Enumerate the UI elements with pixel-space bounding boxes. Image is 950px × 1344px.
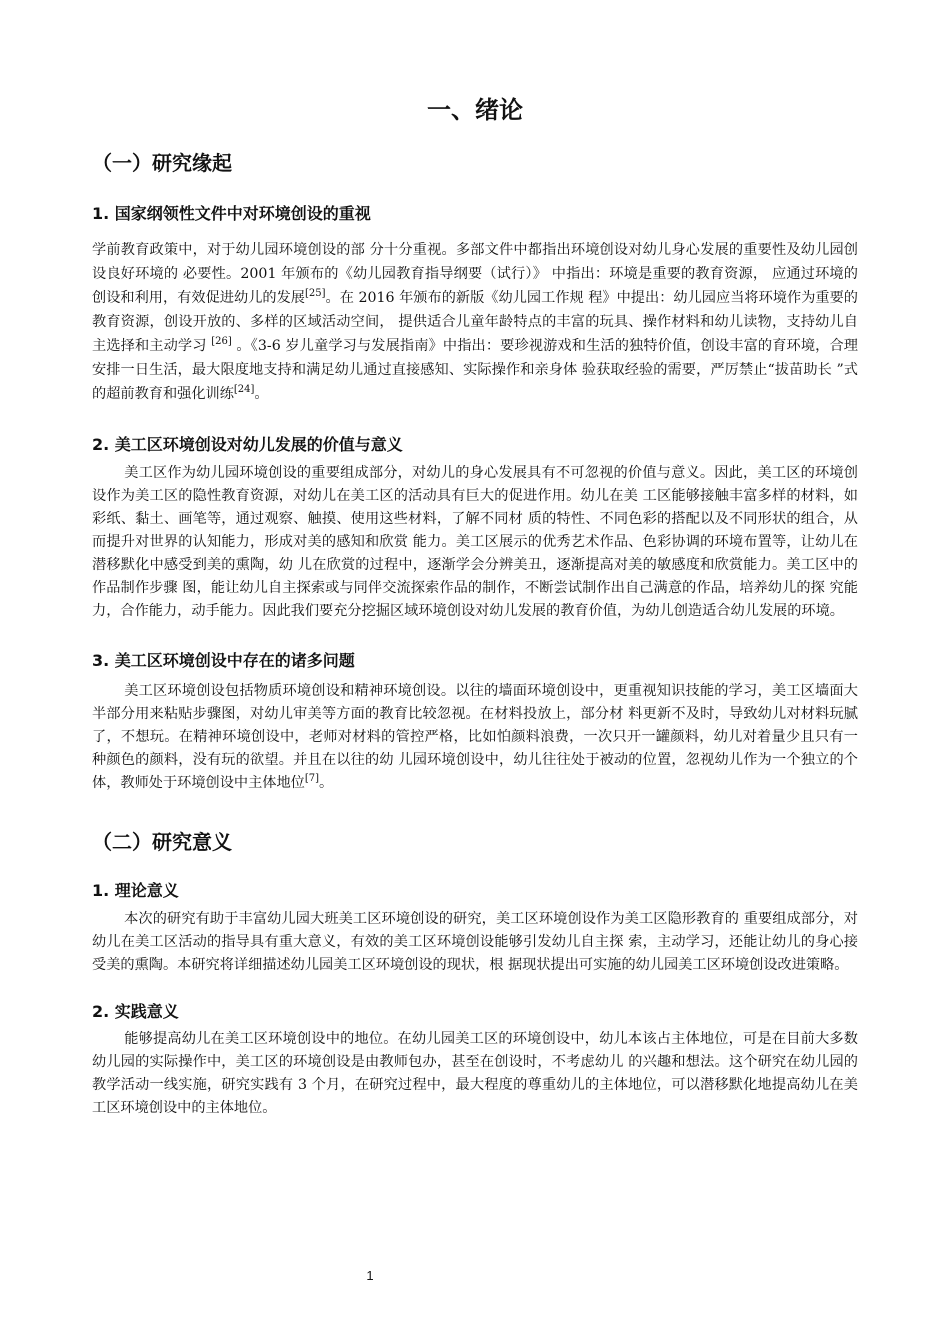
citation: [7]: [304, 773, 319, 784]
paragraph-art-value: [92, 462, 858, 623]
paragraph-text: 。: [254, 386, 269, 402]
paragraph-text: 。在 2016 年颁布的新版《幼儿园工作规 程》中提出：幼儿园应当将环境作为重要的教育资源，创设开放的、多样的区域活动空间， 提供适合儿童年龄特点的丰富的玩具、操作材料和幼儿读物，支持幼儿自主选择和主动学习: [92, 290, 858, 354]
paragraph-text: 本次的研究有助于丰富幼儿园大班美工区环境创设的研究，美工区环境创设作为美工区隐形教育的 重要组成部分，对幼儿在美工区活动的指导具有重大意义，有效的美工区环境创设能够引发幼儿自主探 索，主动学习，还能让幼儿的身心接受美的熏陶。本研究将详细描述幼儿园美工区环境创设的现状，根 据现状提出可实施的幼儿园美工区环境创设改进策略。: [92, 911, 858, 973]
paragraph-text: 美工区环境创设包括物质环境创设和精神环境创设。以往的墙面环境创设中，更重视知识技能的学习，美工区墙面大半部分用来粘贴步骤图，对幼儿审美等方面的教育比较忽视。在材料投放上，部分材 料更新不及时，导致幼儿对材料玩腻了，不想玩。在精神环境创设中，老师对材料的管控严格，比如怕颜料浪费，一次只开一罐颜料，幼儿对着量少且只有一种颜色的颜料，没有玩的欲望。并且在以往的幼 儿园环境创设中，幼儿往往处于被动的位置，忽视幼儿作为一个独立的个体，教师处于环境创设中主体地位: [92, 683, 858, 791]
subsection-heading-national-docs: 1. 国家纲领性文件中对环境创设的重视: [92, 204, 371, 223]
paragraph-text: 学前教育政策中，对于幼儿园环境创设的部 分十分重视。多部文件中都指出环境创设对幼儿身心发展的重要性及幼儿园创设良好环境的 必要性。2001 年颁布的《幼儿园教育指导纲要（试行）》 中指出：环境是重要的教育资源， 应通过环境的创设和利用，有效促进幼儿的发展: [92, 242, 858, 306]
chapter-title: 一、绪论: [427, 96, 523, 124]
paragraph-text: 能够提高幼儿在美工区环境创设中的地位。在幼儿园美工区的环境创设中，幼儿本该占主体地位，可是在目前大多数幼儿园的实际操作中，美工区的环境创设是由教师包办，甚至在创设时，不考虑幼儿 的兴趣和想法。这个研究在幼儿园的教学活动一线实施，研究实践有 3 个月，在研究过程中，最大程度的尊重幼儿的主体地位，可以潜移默化地提高幼儿在美工区环境创设中的主体地位。: [92, 1031, 858, 1116]
subsection-heading-practice: 2. 实践意义: [92, 1002, 179, 1021]
paragraph-problems: [92, 680, 858, 795]
section-heading-origin: （一）研究缘起: [92, 151, 232, 175]
page-number: 1: [366, 1268, 374, 1283]
paragraph-text: 。: [319, 775, 334, 791]
subsection-heading-art-value: 2. 美工区环境创设对幼儿发展的价值与意义: [92, 435, 403, 454]
paragraph-text: 美工区作为幼儿园环境创设的重要组成部分，对幼儿的身心发展具有不可忽视的价值与意义。因此，美工区的环境创设作为美工区的隐性教育资源，对幼儿在美工区的活动具有巨大的促进作用。幼儿在美 工区能够接触丰富多样的材料，如彩纸、黏土、画笔等，通过观察、触摸、使用这些材料，了解不同材 质的特性、不同色彩的搭配以及不同形状的组合，从而提升对世界的认知能力，形成对美的感知和欣赏 能力。美工区展示的优秀艺术作品、色彩协调的环境布置等，让幼儿在潜移默化中感受到美的熏陶，幼 儿在欣赏的过程中，逐渐学会分辨美丑，逐渐提高对美的敏感度和欣赏能力。美工区中的作品制作步骤 图，能让幼儿自主探索或与同伴交流探索作品的制作，不断尝试制作出自己满意的作品，培养幼儿的探 究能力，合作能力，动手能力。因此我们要充分挖掘区域环境创设对幼儿发展的教育价值，为幼儿创造适合幼儿发展的环境。: [92, 465, 858, 619]
paragraph-theory: [92, 908, 858, 977]
paragraph-practice: [92, 1028, 858, 1120]
section-heading-significance: （二）研究意义: [92, 830, 232, 854]
citation: [25]: [305, 288, 326, 299]
paragraph-national-docs: [92, 238, 858, 406]
subsection-heading-theory: 1. 理论意义: [92, 881, 179, 900]
subsection-heading-problems: 3. 美工区环境创设中存在的诸多问题: [92, 651, 355, 670]
paragraph-text: 。《3-6 岁儿童学习与发展指南》中指出：要珍视游戏和生活的独特价值，创设丰富的育环境，合理安排一日生活，最大限度地支持和满足幼儿通过直接感知、实际操作和亲身体 验获取经验的需要，严厉禁止“拔苗助长 ”式的超前教育和强化训练: [92, 338, 858, 402]
citation: [24]: [233, 384, 255, 395]
citation: [26]: [211, 336, 232, 347]
